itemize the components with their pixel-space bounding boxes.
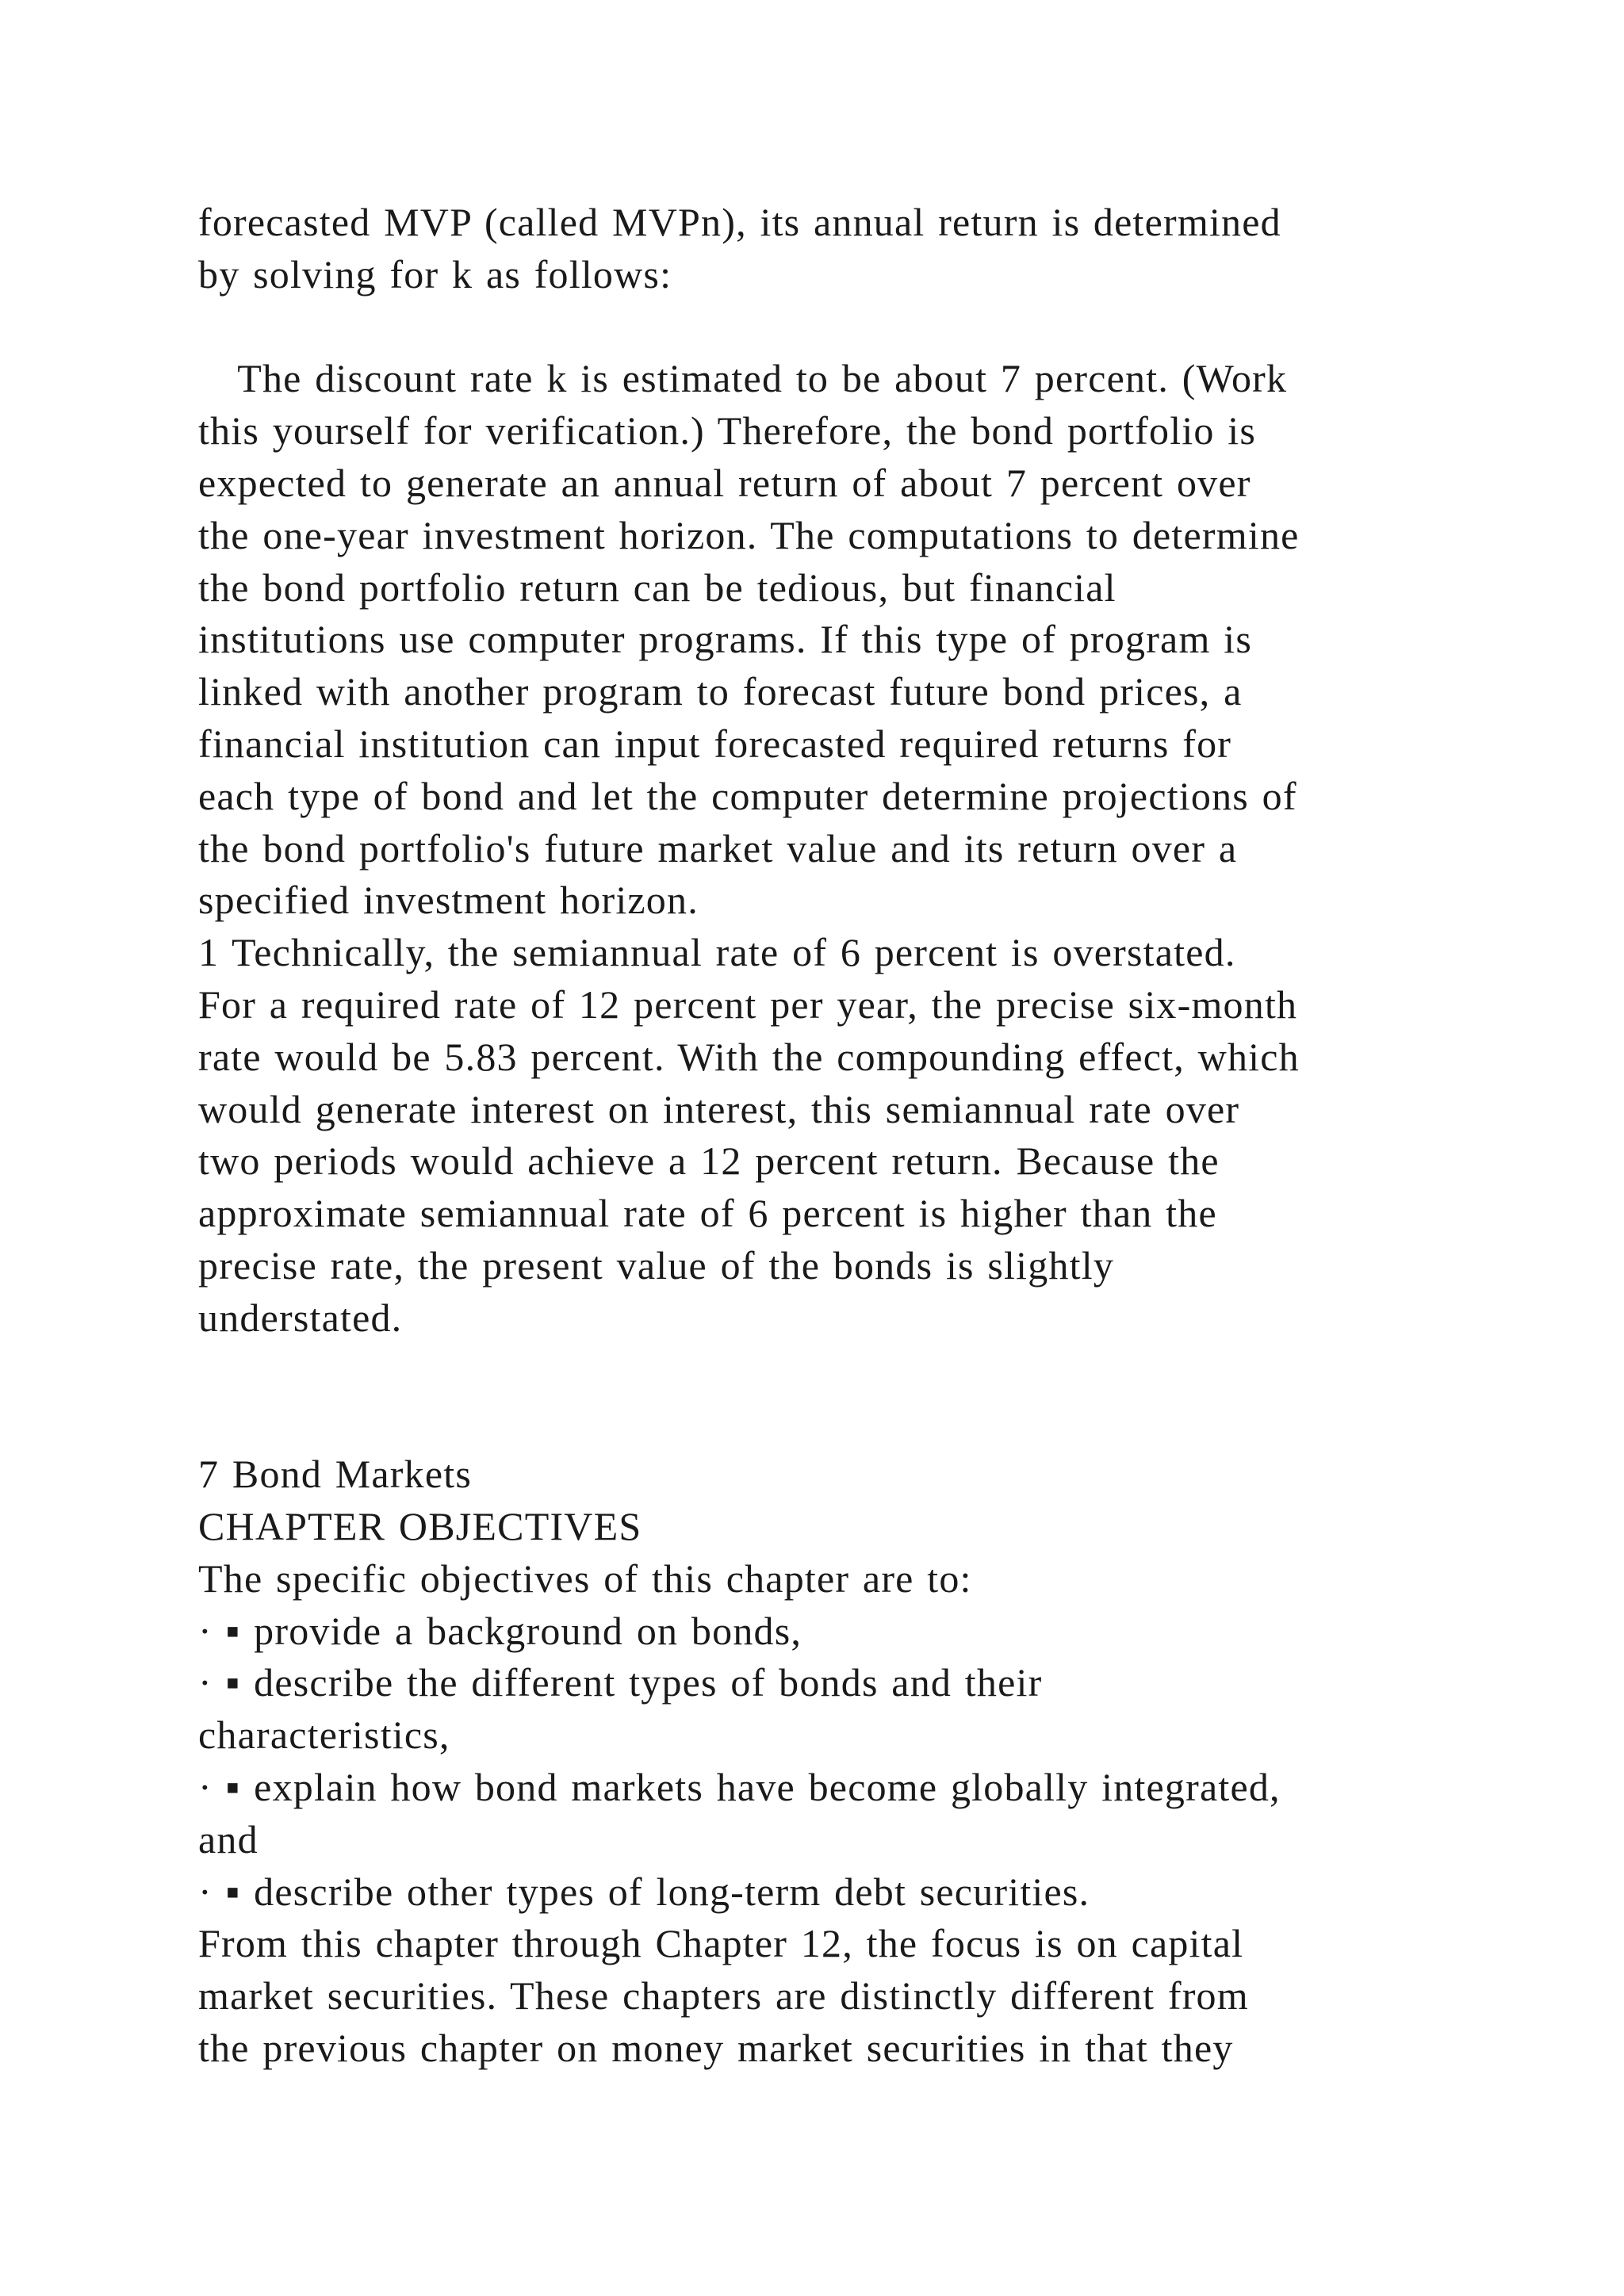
paragraph-mvp-return [198, 197, 1467, 301]
objectives-heading: CHAPTER OBJECTIVES [198, 1503, 642, 1548]
list-item: · ▪ provide a background on bonds, [198, 1608, 802, 1653]
text-line: two periods would achieve a 12 percent return. Because the [198, 1138, 1220, 1184]
objectives-list [198, 1605, 1467, 1919]
list-item: · ▪ explain how bond markets have become globally integrated, [198, 1764, 1281, 1809]
text-line: For a required rate of 12 percent per year, the precise six-month [198, 982, 1298, 1027]
document-page [198, 197, 1467, 2075]
text-line: The discount rate k is estimated to be about 7 percent. (Work [198, 356, 1288, 401]
list-item: and [198, 1816, 259, 1862]
text-line: linked with another program to forecast future bond prices, a [198, 669, 1243, 714]
list-item: · ▪ describe the different types of bonds and their [198, 1660, 1043, 1705]
chapter-body [198, 1918, 1467, 2074]
text-line: each type of bond and let the computer determine projections of [198, 773, 1297, 818]
text-line: rate would be 5.83 percent. With the compounding effect, which [198, 1034, 1300, 1079]
text-line: this yourself for verification.) Therefore, the bond portfolio is [198, 408, 1257, 453]
list-item: · ▪ describe other types of long-term debt securities. [198, 1869, 1090, 1914]
footnote [198, 927, 1467, 1344]
text-line: institutions use computer programs. If this type of program is [198, 617, 1252, 662]
text-line: approximate semiannual rate of 6 percent is higher than the [198, 1191, 1217, 1236]
text-line: understated. [198, 1295, 403, 1340]
text-line: precise rate, the present value of the bonds is slightly [198, 1242, 1115, 1288]
text-line: the one-year investment horizon. The computations to determine [198, 512, 1300, 557]
objectives-intro: The specific objectives of this chapter are to: [198, 1556, 972, 1601]
chapter-section [198, 1448, 1467, 2075]
text-line: expected to generate an annual return of about 7 percent over [198, 460, 1251, 505]
blank-lines [198, 1345, 1467, 1449]
text-line: the previous chapter on money market securities in that they [198, 2025, 1234, 2070]
text-line: would generate interest on interest, this semiannual rate over [198, 1086, 1240, 1131]
text-line: forecasted MVP (called MVPn), its annual return is determined [198, 200, 1281, 244]
text-line: 1 Technically, the semiannual rate of 6 percent is overstated. [198, 930, 1236, 975]
text-line: market securities. These chapters are distinctly different from [198, 1973, 1249, 2019]
text-line: the bond portfolio return can be tedious, but financial [198, 564, 1116, 610]
text-line: financial institution can input forecasted required returns for [198, 721, 1232, 766]
list-item: characteristics, [198, 1712, 450, 1758]
text-line: specified investment horizon. [198, 878, 699, 923]
blank-line [198, 301, 1467, 354]
chapter-title: 7 Bond Markets [198, 1452, 472, 1497]
paragraph-discount-rate [198, 353, 1467, 927]
text-line: by solving for k as follows: [198, 251, 672, 297]
text-line: the bond portfolio's future market value and its return over a [198, 825, 1238, 871]
text-line: From this chapter through Chapter 12, the focus is on capital [198, 1921, 1244, 1966]
